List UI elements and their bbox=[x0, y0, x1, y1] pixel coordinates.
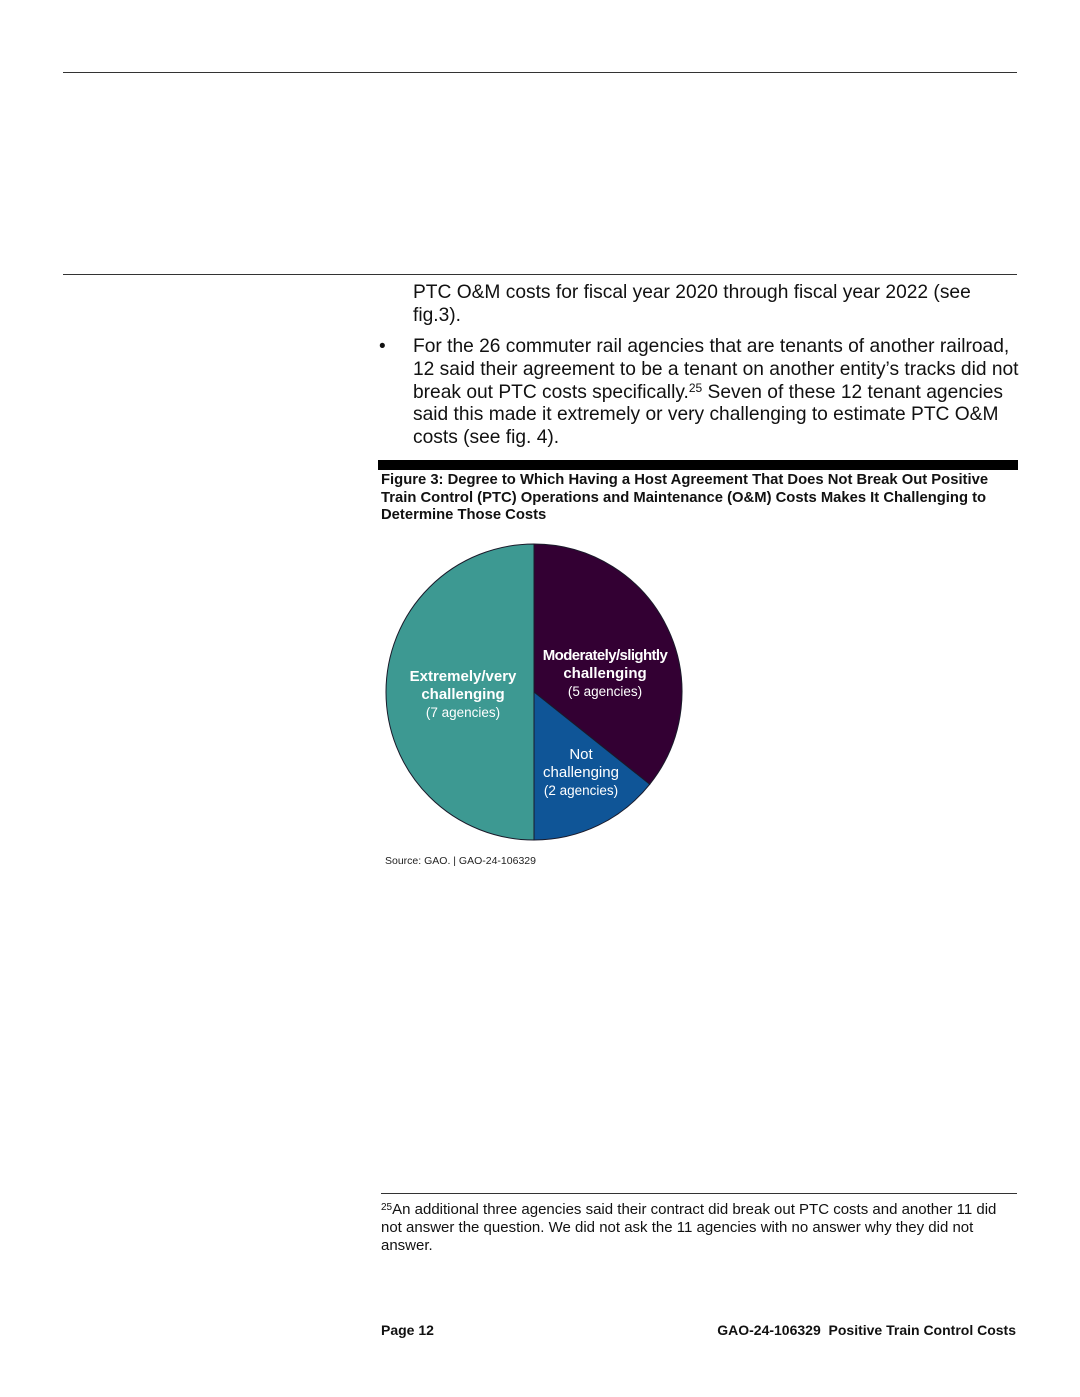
bullet-marker: • bbox=[379, 336, 386, 357]
section-rule bbox=[63, 274, 1017, 275]
footnote-rule bbox=[381, 1193, 1017, 1194]
pie-label-moderately-slightly-challenging: Moderately/slightly challenging (5 agencies) bbox=[542, 647, 668, 699]
figure-source: Source: GAO. | GAO-24-106329 bbox=[385, 855, 536, 867]
pie-label-extremely-very-challenging: Extremely/very challenging (7 agencies) bbox=[409, 668, 517, 720]
figure-title: Figure 3: Degree to Which Having a Host Agreement That Does Not Break Out Positive Train Control (PTC) Operations and Maintenance (O&M) Costs Makes It Challenging to Determine Those Costs bbox=[381, 472, 989, 524]
continuation-paragraph: PTC O&M costs for fiscal year 2020 through fiscal year 2022 (see fig.3). bbox=[413, 282, 971, 326]
pie-chart bbox=[380, 538, 690, 848]
bullet-text-continued: Seven of these 12 tenant agencies said this made it extremely or very challenging to estimate PTC O&M costs (see fig. 4). bbox=[413, 381, 1004, 449]
footnote-reference[interactable]: 25 bbox=[688, 380, 703, 395]
figure-top-bar bbox=[378, 460, 1018, 470]
footnote bbox=[381, 1201, 1017, 1255]
report-title: GAO-24-106329 Positive Train Control Costs bbox=[717, 1322, 1016, 1338]
pie-label-not-challenging: Not challenging (2 agencies) bbox=[543, 746, 619, 798]
bullet-text: For the 26 commuter rail agencies that are tenants of another railroad, 12 said their agreement to be a tenant on another entity’s tracks did not break out PTC costs specifically. bbox=[413, 336, 1019, 403]
page-number: Page 12 bbox=[381, 1322, 434, 1338]
footnote-text: An additional three agencies said their contract did break out PTC costs and another 11 did not answer the question. We did not ask the 11 agencies with no answer why they did not answer. bbox=[381, 1201, 997, 1254]
footnote-marker: 25 bbox=[381, 1202, 393, 1213]
header-rule bbox=[63, 72, 1017, 73]
bullet-paragraph bbox=[379, 336, 1023, 450]
